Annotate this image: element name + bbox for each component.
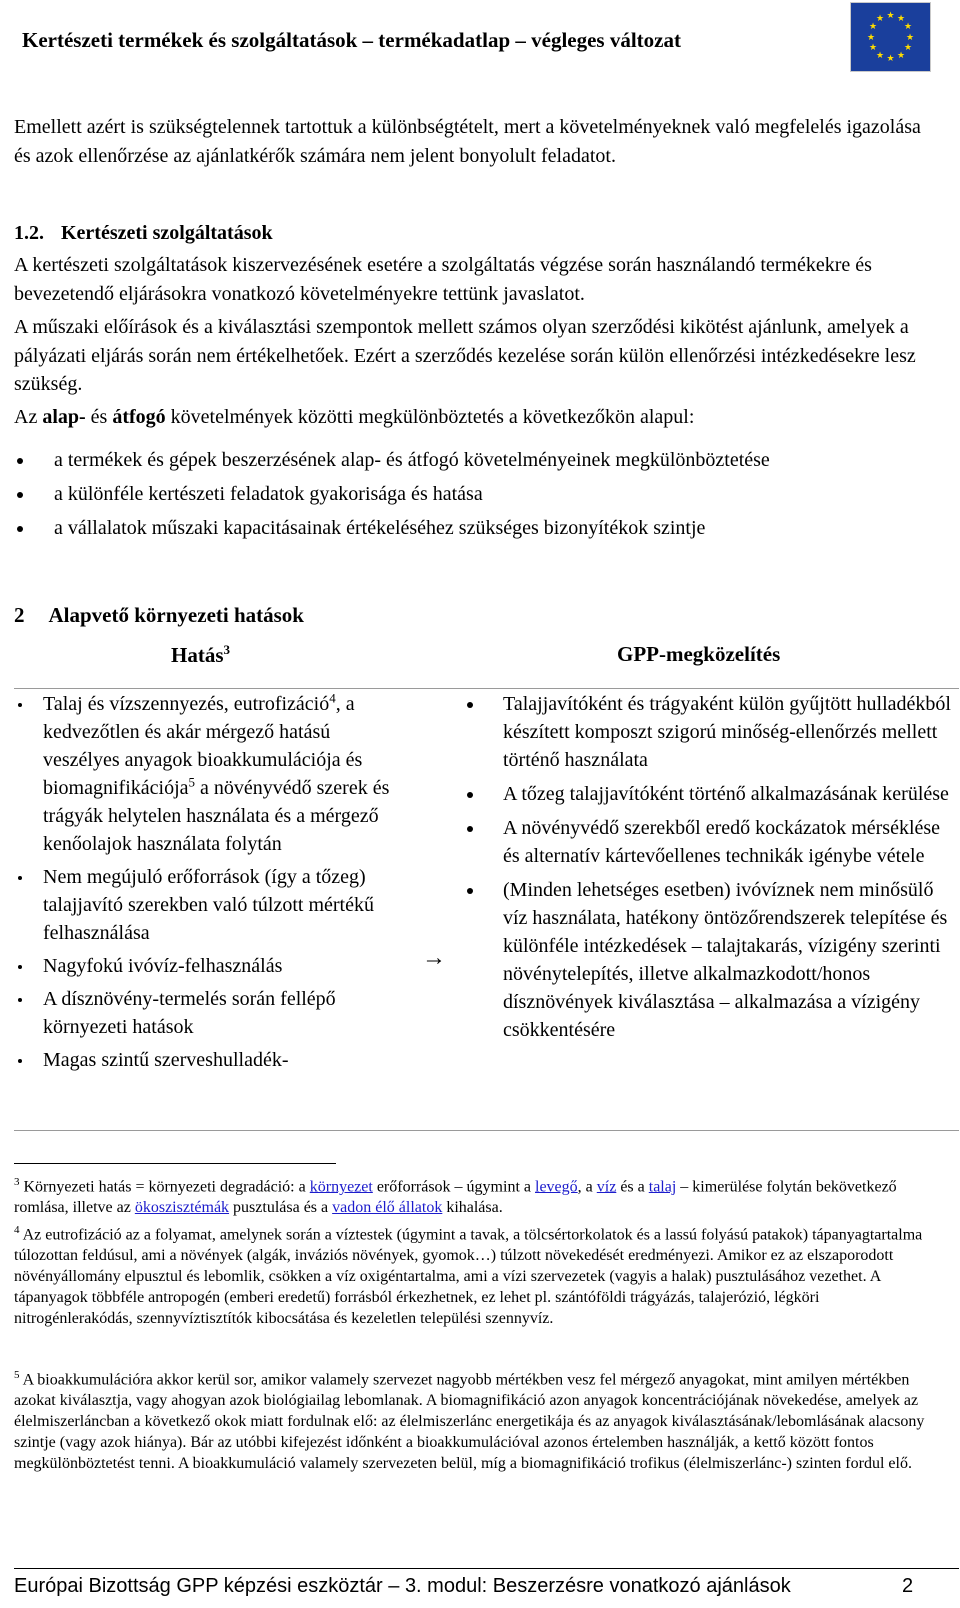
section-2-title: Alapvető környezeti hatások (48, 603, 304, 627)
bullet-icon (18, 998, 22, 1002)
svg-text:★: ★ (875, 51, 885, 61)
impact-item-text: Nagyfokú ivóvíz-felhasználás (43, 955, 283, 977)
svg-text:★: ★ (886, 11, 895, 21)
footnote-ref-5: 5 (188, 774, 196, 790)
impact-item (14, 1046, 404, 1074)
impact-item-text: Magas szintű szerveshulladék- (43, 1049, 289, 1071)
para3-bold-atfogo: átfogó (112, 406, 166, 428)
svg-text:★: ★ (896, 51, 906, 61)
footnote-text: Környezeti hatás = környezeti degradáció: a (19, 1178, 310, 1196)
impact-item (14, 690, 404, 858)
section-1-2-title: Kertészeti szolgáltatások (61, 222, 273, 244)
list-item (14, 443, 939, 477)
footnote-ref-3: 3 (223, 642, 230, 657)
gpp-column-header: GPP-megközelítés (617, 642, 781, 666)
gpp-item-text: Talajjavítóként és trágyaként külön gyűjtött hulladékból készített komposzt szigorú minőség-ellenőrzés mellett történő használata (503, 693, 951, 771)
gpp-item (463, 780, 958, 808)
bullet-icon (467, 888, 473, 894)
section-2-number: 2 (14, 603, 25, 627)
footnote-4 (14, 1220, 939, 1329)
gpp-approach-list (463, 690, 958, 1050)
link-kornyezet[interactable]: környezet (309, 1178, 373, 1196)
footnote-text: A bioakkumulációra akkor kerül sor, amikor valamely szervezet nagyobb mértékben vesz fel mérgező anyagokat, mint amilyen mértékben azokat kiválasztja, vagy ahogyan azok biológiailag lebomlanak. A biomagnifikáció azon anyagok koncentrációjának növekedése, amelyek az élelmiszerláncban a következő okok miatt fordulnak elő: az élelmiszerlánc energetikája és az anyagok kiválasztásának/lebomlásának alacsony szintje (vagy azok hiánya). Bár az utóbbi kifejezést időnként a bioakkumulációval azonos értelemben használják, a kettő között fontos megkülönböztetést tenni. A bioakkumuláció valamely szervezeten belül, míg a biomagnifikáció trofikus (élelmiszerlánc-) szinten fordul elő. (14, 1371, 925, 1473)
list-item-text: a termékek és gépek beszerzésének alap- és átfogó követelményeinek megkülönböztetése (54, 449, 770, 471)
list-item (14, 477, 939, 511)
bullet-icon (18, 1059, 22, 1063)
list-item-text: a vállalatok műszaki kapacitásainak értékeléséhez szükséges bizonyítékok szintje (54, 517, 706, 539)
list-item-text: a különféle kertészeti feladatok gyakorisága és hatása (54, 483, 483, 505)
footnote-5 (14, 1365, 939, 1474)
bullet-icon (17, 526, 23, 532)
gpp-item-text: A tőzeg talajjavítóként történő alkalmazásának kerülése (503, 783, 949, 805)
bullet-icon (17, 492, 23, 498)
link-viz[interactable]: víz (596, 1178, 617, 1196)
para3-prefix: Az (14, 406, 43, 428)
footnote-text: , a (577, 1178, 597, 1196)
svg-text:★: ★ (868, 43, 878, 53)
gpp-item-text: (Minden lehetséges esetben) ivóvíznek nem minősülő víz használata, hatékony öntözőrendszerek telepítése és különféle intézkedések – talajtakarás, vízigény szerinti növénytelepítés, illetve alkalmazkodott/honos dísznövények kiválasztása – alkalmazása a vízigény csökkentésére (503, 879, 948, 1041)
footnote-number: 5 (14, 1369, 20, 1381)
section-1-2-para3 (14, 403, 939, 432)
para3-suffix: követelmények közötti megkülönböztetés a következőkön alapul: (165, 406, 695, 428)
svg-text:★: ★ (868, 22, 878, 32)
svg-text:★: ★ (866, 33, 876, 43)
section-2-heading (14, 603, 304, 628)
footnote-text: Az eutrofizáció az a folyamat, amelynek során a víztestek (úgymint a tavak, a tölcsértorkolatok és a lassú folyású patakok) tápanyagtartalma túlozottan feldúsul, ami a növények (algák, inváziós növények, gyomok…) túlzott növekedését eredményezi. Amikor ez az elszaporodott növényállomány elpusztul és lebomlik, csökken a víz oxigéntartalma, ami a vízi szervezetek (vagyis a halak) pusztulásához vezethet. A tápanyagok többféle antropogén (emberi eredetű) forrásból érkezhetnek, ez lehet pl. szántóföldi trágyázás, talajerózió, légköri nitrogénlerakódás, szennyvíztisztítók kibocsátása és kezeletlen települési szennyvíz. (14, 1226, 923, 1328)
section-1-2-para1: A kertészeti szolgáltatások kiszervezésének esetére a szolgáltatás végzése során használandó termékekre és bevezetendő eljárásokra vonatkozó követelményekre tettünk javaslatot. (14, 254, 872, 305)
gpp-item (463, 690, 958, 774)
impact-item-text: Talaj és vízszennyezés, eutrofizáció (43, 693, 330, 715)
impact-item-text: A dísznövény-termelés során fellépő környezeti hatások (43, 988, 336, 1038)
footnote-text: pusztulása és a (229, 1199, 333, 1217)
svg-text:★: ★ (903, 22, 913, 32)
section-1-2-para2: A műszaki előírások és a kiválasztási szempontok mellett számos olyan szerződési kikötést ajánlunk, amelyek a pályázati eljárás során nem értékelhetőek. Ezért a szerződés kezelése során külön ellenőrzési intézkedésekre lesz szükség. (14, 316, 916, 395)
impact-item-text: Nem megújuló erőforrások (így a tőzeg) talajjavító szerekben való túlzott mértékű felhasználása (43, 866, 374, 944)
footnote-3 (14, 1172, 939, 1218)
eu-flag-icon (850, 2, 931, 72)
impact-item-text-tail: a növényvédő szerek és trágyák helytelen használata és a mérgező kenőolajok használata folytán (43, 777, 390, 855)
impact-header-text: Hatás (171, 643, 224, 667)
footnote-number: 4 (14, 1224, 20, 1236)
link-vadon-elo-allatok[interactable]: vadon élő állatok (332, 1199, 443, 1217)
header-title: Kertészeti termékek és szolgáltatások – termékadatlap – végleges változat (22, 28, 681, 52)
svg-text:★: ★ (903, 43, 913, 53)
para3-mid: és (85, 406, 113, 428)
footnote-number: 3 (14, 1176, 20, 1188)
list-item (14, 511, 939, 545)
page-number: 2 (902, 1575, 914, 1597)
svg-text:★: ★ (905, 33, 915, 43)
bullet-icon (18, 876, 22, 880)
bullet-icon (467, 792, 473, 798)
para3-bold-alap: alap- (42, 406, 86, 428)
impact-list (14, 690, 404, 1079)
impact-item-text-cont: , a kedvezőtlen és akár mérgező hatású veszélyes anyagok bioakkumulációja és biomagnifikációja (43, 693, 363, 799)
link-talaj[interactable]: talaj (648, 1178, 677, 1196)
bullet-icon (467, 702, 473, 708)
bullet-icon (17, 458, 23, 464)
eu-stars-icon (851, 3, 930, 71)
footnote-text: erőforrások – úgymint a (372, 1178, 535, 1196)
intro-paragraph: Emellett azért is szükségtelennek tartottuk a különbségtételt, mert a követelményeknek való megfelelés igazolása és azok ellenőrzése az ajánlatkérők számára nem jelent bonyolult feladatot. (14, 116, 921, 167)
bullet-icon (18, 965, 22, 969)
footer-text: Európai Bizottság GPP képzési eszköztár – 3. modul: Beszerzésre vonatkozó ajánlások (14, 1575, 791, 1597)
impact-column-header (171, 642, 230, 668)
footnote-separator (14, 1163, 336, 1164)
footnote-text: – kimerülése folytán bekövetkező romlása, illetve az (14, 1178, 897, 1217)
footer-rule (14, 1568, 959, 1569)
right-arrow-icon: → (422, 945, 446, 971)
criteria-bullet-list (14, 443, 939, 545)
table-bottom-rule (14, 1130, 959, 1131)
gpp-item (463, 876, 958, 1044)
gpp-item-text: A növényvédő szerekből eredő kockázatok mérséklése és alternatív kártevőellenes technikák igénybe vétele (503, 817, 941, 867)
footnote-ref-4: 4 (329, 690, 336, 706)
footnote-text: és a (616, 1178, 649, 1196)
gpp-item (463, 814, 958, 870)
svg-text:★: ★ (886, 54, 895, 64)
bullet-icon (467, 826, 473, 832)
impact-item (14, 863, 404, 947)
impact-item (14, 985, 404, 1041)
section-1-2-number: 1.2. (14, 222, 44, 244)
bullet-icon (18, 703, 22, 707)
svg-text:★: ★ (875, 14, 885, 24)
link-okoszisztemak[interactable]: ökoszisztémák (134, 1199, 230, 1217)
svg-text:★: ★ (896, 14, 906, 24)
footnote-text: kihalása. (442, 1199, 503, 1217)
section-1-2-heading (14, 222, 273, 245)
impact-item (14, 952, 404, 980)
table-top-rule (14, 688, 959, 689)
link-levego[interactable]: levegő (535, 1178, 578, 1196)
